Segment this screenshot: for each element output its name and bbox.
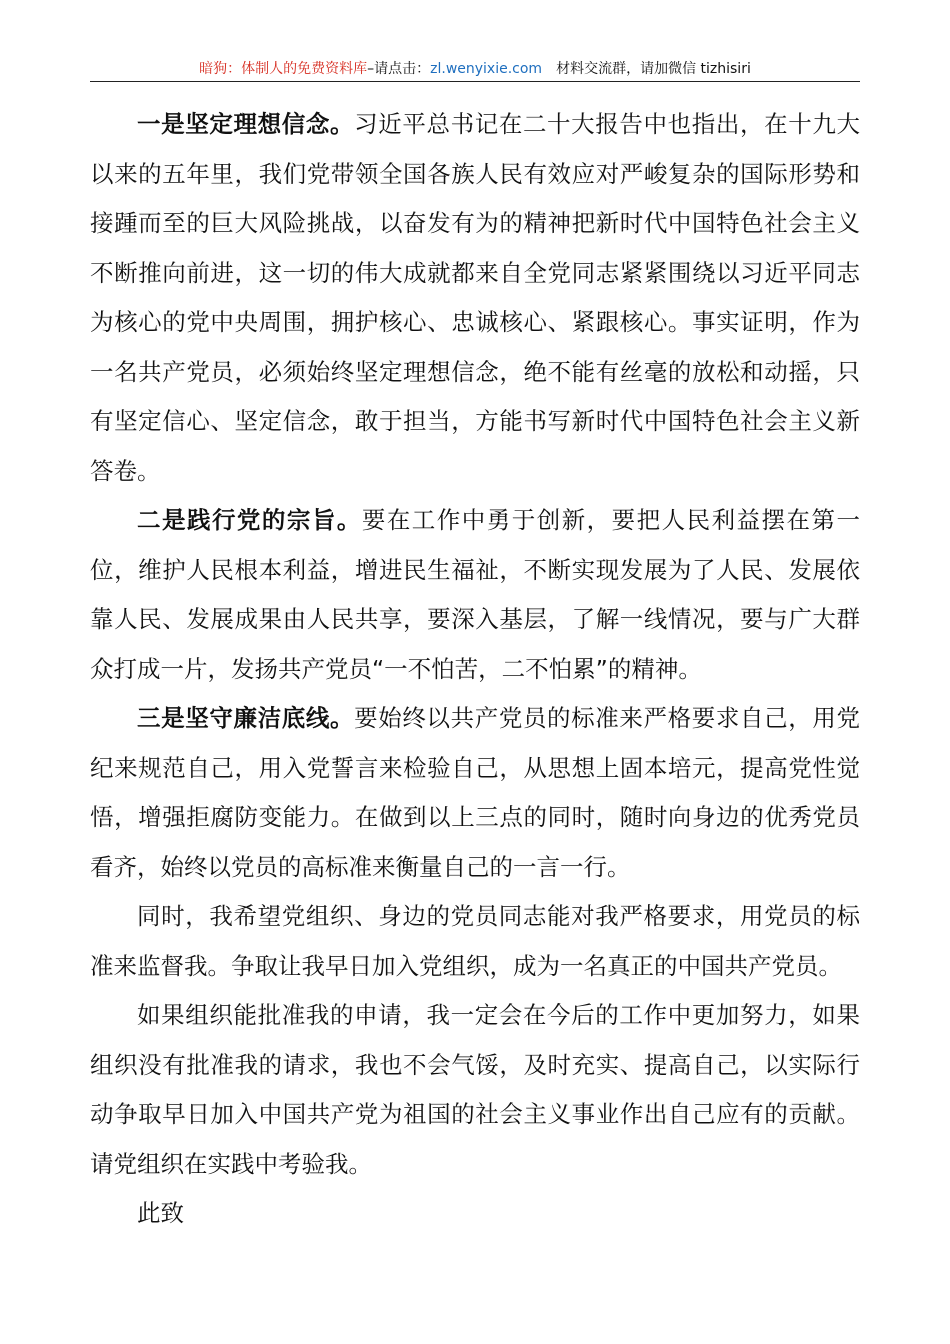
header-brand: 暗狗：体制人的免费资料库 (199, 61, 368, 77)
paragraph-closing (90, 1189, 860, 1239)
paragraph-commitment (90, 991, 860, 1189)
paragraph-text: 如果组织能批准我的申请，我一定会在今后的工作中更加努力，如果组织没有批准我的请求，我也不会气馁，及时充实、提高自己，以实际行动争取早日加入中国共产党为祖国的社会主义事业作出自己应有的贡献。请党组织在实践中考验我。 (90, 1001, 860, 1178)
paragraph-lead: 一是坚定理想信念。 (137, 110, 355, 138)
header-divider (90, 81, 860, 82)
paragraph-lead: 三是坚守廉洁底线。 (137, 704, 355, 732)
paragraph-integrity (90, 694, 860, 892)
header-contact: 材料交流群，请加微信 tizhisiri (556, 61, 751, 77)
paragraph-text: 要始终以共产党员的标准来严格要求自己，用党纪来规范自己，用入党誓言来检验自己，从思想上固本培元，提高党性觉悟，增强拒腐防变能力。在做到以上三点的同时，随时向身边的优秀党员看齐，始终以党员的高标准来衡量自己的一言一行。 (90, 704, 861, 881)
paragraph-text: 习近平总书记在二十大报告中也指出，在十九大以来的五年里，我们党带领全国各族人民有效应对严峻复杂的国际形势和接踵而至的巨大风险挑战，以奋发有为的精神把新时代中国特色社会主义不断推向前进，这一切的伟大成就都来自全党同志紧紧围绕以习近平同志为核心的党中央周围，拥护核心、忠诚核心、紧跟核心。事实证明，作为一名共产党员，必须始终坚定理想信念，绝不能有丝毫的放松和动摇，只有坚定信心、坚定信念，敢于担当，方能书写新时代中国特色社会主义新答卷。 (90, 110, 861, 485)
paragraph-text: 要在工作中勇于创新，要把人民利益摆在第一位，维护人民根本利益，增进民生福祉，不断实现发展为了人民、发展依靠人民、发展成果由人民共享，要深入基层，了解一线情况，要与广大群众打成一片，发扬共产党员“一不怕苦，二不怕累”的精神。 (90, 506, 861, 683)
document-body (90, 100, 860, 1239)
paragraph-text: 此致 (137, 1199, 184, 1227)
paragraph-party-purpose (90, 496, 860, 694)
paragraph-supervision (90, 892, 860, 991)
header-link[interactable]: zl.wenyixie.com (430, 61, 543, 77)
page-header (90, 58, 860, 82)
header-prompt: –请点击： (367, 61, 431, 77)
paragraph-firm-belief (90, 100, 860, 496)
paragraph-lead: 二是践行党的宗旨。 (137, 506, 362, 534)
paragraph-text: 同时，我希望党组织、身边的党员同志能对我严格要求，用党员的标准来监督我。争取让我早日加入党组织，成为一名真正的中国共产党员。 (90, 902, 860, 980)
